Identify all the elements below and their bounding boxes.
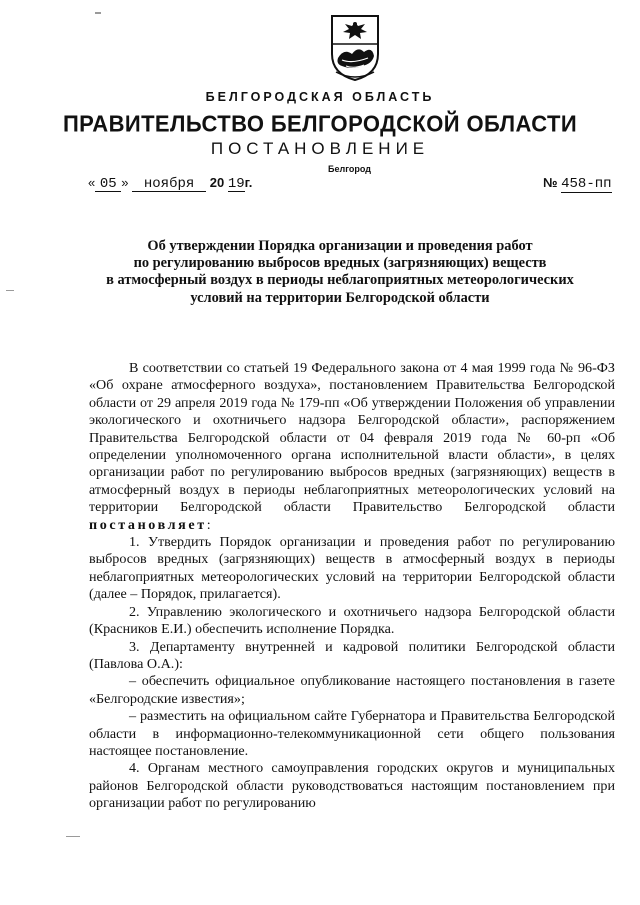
number-value: 458-пп (561, 176, 612, 192)
title-line: Об утверждении Порядка организации и проведения работ (147, 238, 533, 254)
scan-mark (6, 290, 14, 291)
body-item-3-sub-2: – разместить на официальном сайте Губернатора и Правительства Белгородской области в информационно-телекоммуникационной сети общего пользования настоящее постановление. (89, 708, 615, 759)
belgorod-coat-of-arms-emblem (328, 14, 382, 82)
body-item-3: 3. Департаменту внутренней и кадровой политики Белгородской области (Павлова О.А.): (89, 638, 615, 672)
document-type-heading: ПОСТАНОВЛЕНИЕ (210, 139, 430, 158)
date-close-quote: » (121, 175, 129, 190)
document-number (543, 175, 612, 192)
date-year-prefix: 20 (209, 175, 225, 190)
scan-mark (95, 12, 101, 14)
date-open-quote: « (88, 175, 96, 190)
region-heading: БЕЛГОРОДСКАЯ ОБЛАСТЬ (205, 90, 435, 104)
body-item-3-sub-1: – обеспечить официальное опубликование настоящего постановления в газете «Белгородские известия»; (89, 673, 615, 707)
date-year-suffix: 19 (227, 176, 245, 192)
body-item-2: 2. Управлению экологического и охотничьего надзора Белгородской области (Красников Е.И.) обеспечить исполнение Порядка. (89, 603, 615, 638)
date-month: ноября (132, 177, 206, 192)
title-line: условий на территории Белгородской области (190, 289, 490, 306)
preamble-paragraph (89, 360, 615, 534)
resolves-colon: : (206, 516, 211, 533)
number-prefix: № (543, 175, 558, 190)
title-line: по регулированию выбросов вредных (загрязняющих) веществ (133, 255, 547, 272)
document-body (89, 360, 615, 813)
date-line (88, 175, 252, 192)
body-item-4: 4. Органам местного самоуправления городских округов и муниципальных районов Белгородской области руководствоваться настоящим постановлением при организации работ по регулированию (89, 760, 615, 812)
body-item-1: 1. Утвердить Порядок организации и проведения работ по регулированию выбросов вредных (загрязняющих) веществ в атмосферный воздух в периоды неблагоприятных метеорологических условий на территории Белгородской области (далее – Порядок, прилагается). (89, 534, 615, 603)
city-label: Белгород (328, 164, 371, 174)
government-heading: ПРАВИТЕЛЬСТВО БЕЛГОРОДСКОЙ ОБЛАСТИ (62, 110, 578, 137)
date-year-abbr: г. (244, 175, 253, 190)
preamble-text: В соответствии со статьей 19 Федерального закона от 4 мая 1999 года № 96-ФЗ «Об охране атмосферного воздуха», постановлением Правительства Белгородской области от 29 апреля 2019 года № 179-пп «Об утверждении Положения об управлении экологического и охотничьего надзора Белгородской области», распоряжением Правительства Белгородской области от 04 февраля 2019 года № 60-рп «Об определении уполномоченного органа исполнительной власти области», в целях организации работ по регулированию выбросов вредных (загрязняющих) веществ в атмосферный воздух в периоды неблагоприятных метеорологических условий на территории Белгородской области Правительство Белгородской области (89, 360, 615, 516)
date-day: 05 (95, 177, 121, 192)
document-title (70, 238, 610, 307)
title-line: в атмосферный воздух в периоды неблагоприятных метеорологических (106, 272, 574, 289)
resolves-word: постановляет (89, 516, 207, 533)
scan-mark (66, 836, 80, 837)
